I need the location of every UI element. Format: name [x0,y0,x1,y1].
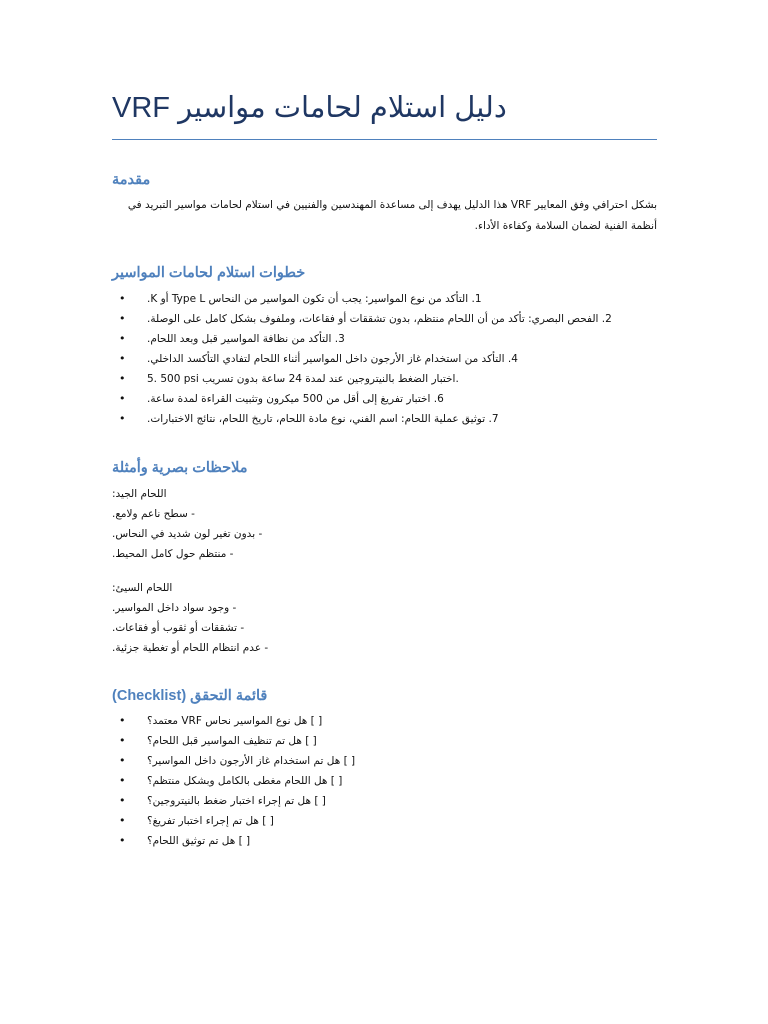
checklist-item: • [ ] هل تم استخدام غاز الأرجون داخل المواسير؟ [112,751,657,771]
checklist-heading: قائمة التحقق (Checklist) [112,688,268,704]
list-item: • 7. توثيق عملية اللحام: اسم الفني، نوع مادة اللحام، تاريخ اللحام، نتائج الاختبارات. [112,409,657,429]
bullet-icon: • [119,392,126,405]
list-item: • 5. 500 psi اختبار الضغط بالنيتروجين عند لمدة 24 ساعة بدون تسريب. [112,369,657,389]
list-item: - عدم انتظام اللحام أو تغطية جزئية. [112,642,269,654]
bullet-icon: • [119,814,126,827]
list-item: - تشققات أو ثقوب أو فقاعات. [112,622,245,634]
list-item: • 3. التأكد من نظافة المواسير قبل وبعد اللحام. [112,329,657,349]
list-item: - بدون تغير لون شديد في النحاس. [112,528,263,540]
bullet-icon: • [119,774,126,787]
list-item: • 1. التأكد من نوع المواسير: يجب أن تكون المواسير من النحاس Type L أو K. [112,289,657,309]
notes-heading: ملاحظات بصرية وأمثلة [112,460,248,476]
good-weld-list [112,484,657,564]
list-item: - وجود سواد داخل المواسير. [112,602,237,614]
list-item: - منتظم حول كامل المحيط. [112,548,234,560]
checklist-item: • [ ] هل نوع المواسير نحاس VRF معتمد؟ [112,711,657,731]
bullet-icon: • [119,372,126,385]
list-item: • 4. التأكد من استخدام غاز الأرجون داخل المواسير أثناء اللحام لتفادي التأكسد الداخلي. [112,349,657,369]
bullet-icon: • [119,754,126,767]
list-item: • 6. اختبار تفريغ إلى أقل من 500 ميكرون وتثبيت القراءة لمدة ساعة. [112,389,657,409]
intro-heading: مقدمة [112,172,151,188]
checklist-item: • [ ] هل تم تنظيف المواسير قبل اللحام؟ [112,731,657,751]
intro-paragraph: بشكل احترافي وفق المعايير VRF هذا الدليل يهدف إلى مساعدة المهندسين والفنيين في استلام لحامات مواسير التبريد في أنظمة الفنية لضمان السلامة وكفاءة الأداء. [127,199,657,232]
bullet-icon: • [119,834,126,847]
bad-weld-label: اللحام السيئ: [112,582,173,594]
document-title: VRF دليل استلام لحامات مواسير [112,92,507,124]
bullet-icon: • [119,332,126,345]
bullet-icon: • [119,352,126,365]
checklist-item: • [ ] هل تم توثيق اللحام؟ [112,831,657,851]
bullet-icon: • [119,794,126,807]
list-item: - سطح ناعم ولامع. [112,508,195,520]
steps-heading: خطوات استلام لحامات المواسير [112,265,306,281]
list-item: • 2. الفحص البصري: تأكد من أن اللحام منتظم، بدون تشققات أو فقاعات، وملفوف بشكل كامل على الوصلة. [112,309,657,329]
checklist-list [112,711,657,851]
title-underline [112,139,657,140]
checklist-item: • [ ] هل تم إجراء اختبار تفريغ؟ [112,811,657,831]
bullet-icon: • [119,734,126,747]
checklist-item: • [ ] هل اللحام مغطى بالكامل وبشكل منتظم؟ [112,771,657,791]
bullet-icon: • [119,292,126,305]
bullet-icon: • [119,412,126,425]
bullet-icon: • [119,312,126,325]
bullet-icon: • [119,714,126,727]
checklist-item: • [ ] هل تم إجراء اختبار ضغط بالنيتروجين؟ [112,791,657,811]
bad-weld-list [112,578,657,658]
steps-list [112,289,657,429]
good-weld-label: اللحام الجيد: [112,488,167,500]
